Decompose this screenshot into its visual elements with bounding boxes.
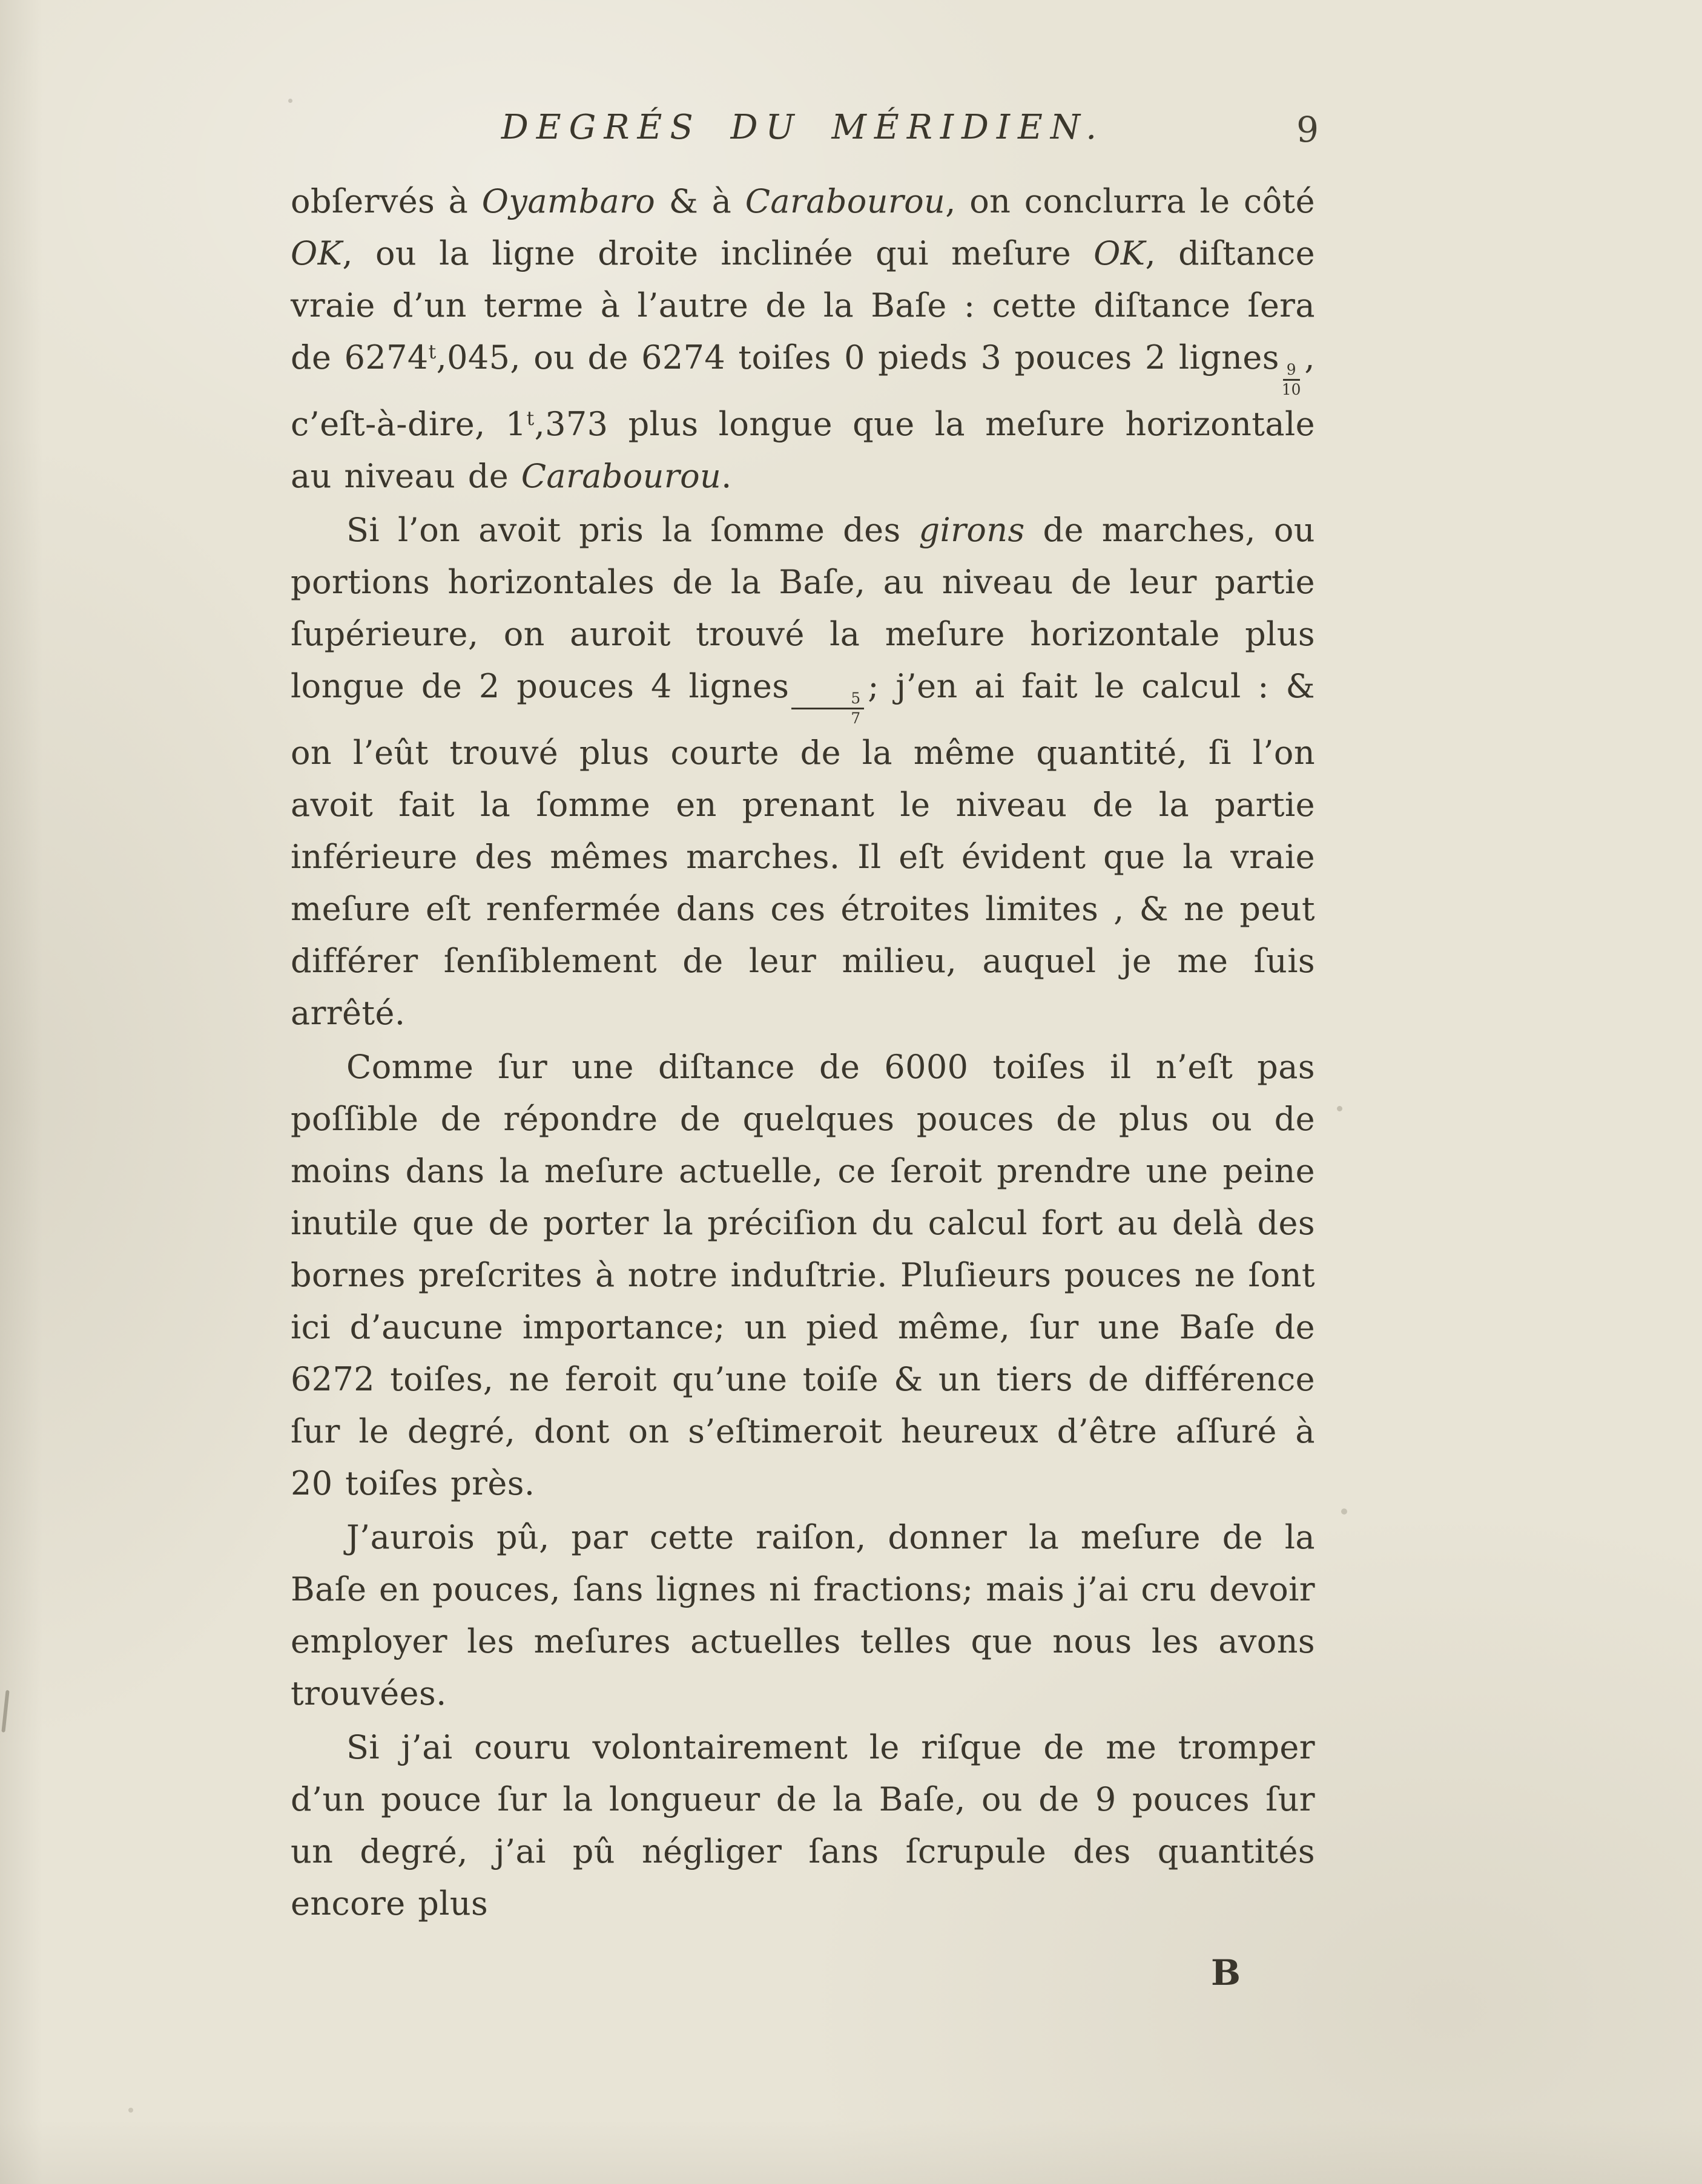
signature-mark: B — [1211, 1952, 1241, 1994]
text-run: , c’eſt-à-dire, 1 — [291, 338, 1315, 444]
paper-speck — [1337, 1106, 1342, 1111]
paper-speck — [288, 99, 292, 103]
paragraph — [291, 176, 1315, 502]
text-run: . — [721, 457, 732, 496]
running-head — [291, 108, 1319, 162]
paragraph — [291, 1722, 1315, 1930]
text-run: J’aurois pû, par cette raiſon, donner la meſure de la Baſe en pouces, ſans lignes ni fractions; mais j’ai cru devoir employer les meſures actuelles telles que nous les avons trouvées. — [291, 1518, 1315, 1713]
text-run: Comme ſur une diſtance de 6000 toiſes il n’eſt pas poſſible de répondre de quelques pouces de plus ou de moins dans la meſure actuelle, ce ſeroit prendre une peine inutile que de porter la préciſion du calcul fort au delà des bornes preſcrites à notre induſtrie. Pluſieurs pouces ne ſont ici d’aucune importance; un pied même, ſur une Baſe de 6272 toiſes, ne feroit qu’une toiſe & un tiers de différence ſur le degré, dont on s’eſtimeroit heureux d’être aſſuré à 20 toiſes près. — [291, 1048, 1315, 1503]
page-number: 9 — [1296, 109, 1319, 150]
text-run: & à — [655, 182, 745, 220]
text-run: t — [428, 341, 437, 363]
text-run: ,373 plus longue que la meſure horizontale au niveau de — [291, 405, 1315, 496]
italic-text-run: Carabourou — [745, 182, 946, 220]
text-run: , ou la ligne droite inclinée qui meſure — [342, 234, 1094, 272]
italic-text-run: Oyambaro — [481, 182, 656, 220]
italic-text-run: OK — [1093, 234, 1146, 272]
text-run: Si j’ai couru volontairement le riſque de me tromper d’un pouce ſur la longueur de la Baſe, ou de 9 pouces ſur un degré, j’ai pû négliger ſans ſcrupule des quantités encore plus — [291, 1728, 1315, 1923]
text-block — [291, 176, 1315, 1999]
paper-edge-mark — [1, 1690, 9, 1732]
paper-speck — [1341, 1508, 1347, 1515]
paragraph — [291, 1511, 1315, 1720]
italic-text-run: OK — [291, 234, 343, 272]
italic-text-run: girons — [919, 511, 1025, 550]
paragraph — [291, 504, 1315, 1039]
text-run: ; j’en ai fait le calcul : & on l’eût trouvé plus courte de la même quantité, ſi l’on avoit fait la ſomme en prenant le niveau de la partie inférieure des mêmes marches. Il eſt évident que la vraie meſure eſt renfermée dans ces étroites limites , & ne peut différer ſenſiblement de leur milieu, auquel je me ſuis arrêté. — [291, 667, 1315, 1033]
text-run: Si l’on avoit pris la ſomme des — [346, 511, 919, 550]
text-run: t — [526, 407, 535, 430]
text-run: ,045, ou de 6274 toiſes 0 pieds 3 pouces 2 lignes — [436, 338, 1279, 377]
text-run: obſervés à — [291, 182, 482, 220]
stacked-fraction: $\frac{9}{10}$ — [1281, 361, 1301, 399]
text-run: de marches, ou portions horizontales de la Baſe, au niveau de leur partie ſupérieure, on auroit trouvé la meſure horizontale plus longue de 2 pouces 4 lignes — [291, 511, 1315, 706]
page-title: DEGRÉS DU MÉRIDIEN. — [501, 108, 1105, 147]
text-run: , diſtance vraie d’un terme à l’autre de la Baſe : cette diſtance ſera de 6274 — [291, 234, 1315, 377]
text-run: , on conclurra le côté — [945, 182, 1316, 220]
stacked-fraction: $\frac{5}{7}$ — [791, 690, 864, 727]
paper-speck — [128, 2108, 133, 2113]
italic-text-run: Carabourou — [521, 457, 722, 496]
paragraph — [291, 1041, 1315, 1510]
